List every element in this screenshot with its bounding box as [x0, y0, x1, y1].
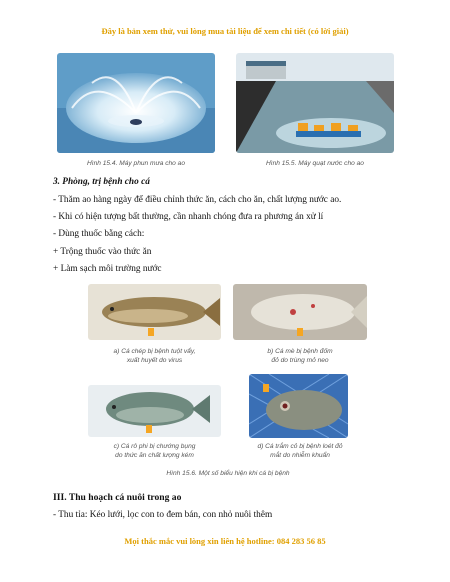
aerator-photo: [236, 53, 394, 153]
hotline-banner: Mọi thắc mắc vui lòng xin liên hệ hotline: 084 283 56 85: [124, 536, 326, 546]
carp-photo: [88, 284, 221, 340]
silver-carp-photo: [233, 284, 367, 340]
fig-d-line-2: mắt do nhiễm khuẩn: [270, 452, 330, 459]
section-III-line-1: - Thu tỉa: Kéo lưới, lọc con to đem bán, con nhỏ nuôi thêm: [53, 510, 273, 520]
section-3-line-5: + Làm sạch môi trường nước: [53, 264, 162, 274]
sprinkler-photo: [57, 53, 215, 153]
section-III-title: III. Thu hoạch cá nuôi trong ao: [53, 492, 182, 503]
section-3-title: 3. Phòng, trị bệnh cho cá: [53, 177, 150, 187]
section-3-line-3: - Dùng thuốc bằng cách:: [53, 229, 145, 239]
fig-d-line-1: d) Cá trắm cỏ bị bệnh loét đỏ: [257, 443, 343, 450]
fig-a-line-2: xuất huyết do virus: [126, 357, 183, 364]
fig-a-line-1: a) Cá chép bị bệnh tuột vẩy,: [113, 348, 196, 355]
tilapia-photo: [88, 385, 221, 437]
section-3-line-1: - Thăm ao hàng ngày để điều chỉnh thức ăn, cách cho ăn, chất lượng nước ao.: [53, 195, 342, 205]
section-3-line-4: + Trộng thuốc vào thức ăn: [53, 247, 152, 257]
figure-caption-15-5: Hình 15.5. Máy quạt nước cho ao: [266, 160, 364, 167]
fig-c-line-1: c) Cá rô phi bị chướng bụng: [113, 443, 196, 450]
preview-banner: Đây là bản xem thử, vui lòng mua tài liệu để xem chi tiết (có lời giải): [101, 26, 349, 36]
figure-caption-15-4: Hình 15.4. Máy phun mưa cho ao: [86, 160, 185, 167]
grass-carp-photo: [249, 374, 348, 438]
figure-caption-15-6: Hình 15.6. Một số biểu hiện khi cá bị bệnh: [166, 470, 290, 477]
section-3-line-2: - Khi có hiện tượng bất thường, cần nhanh chóng đưa ra phương án xử lí: [53, 212, 324, 222]
fig-b-line-1: b) Cá mè bị bệnh đốm: [267, 348, 333, 355]
fig-b-line-2: đỏ do trùng mỏ neo: [271, 357, 329, 364]
fig-c-line-2: do thức ăn chất lượng kém: [115, 452, 194, 459]
